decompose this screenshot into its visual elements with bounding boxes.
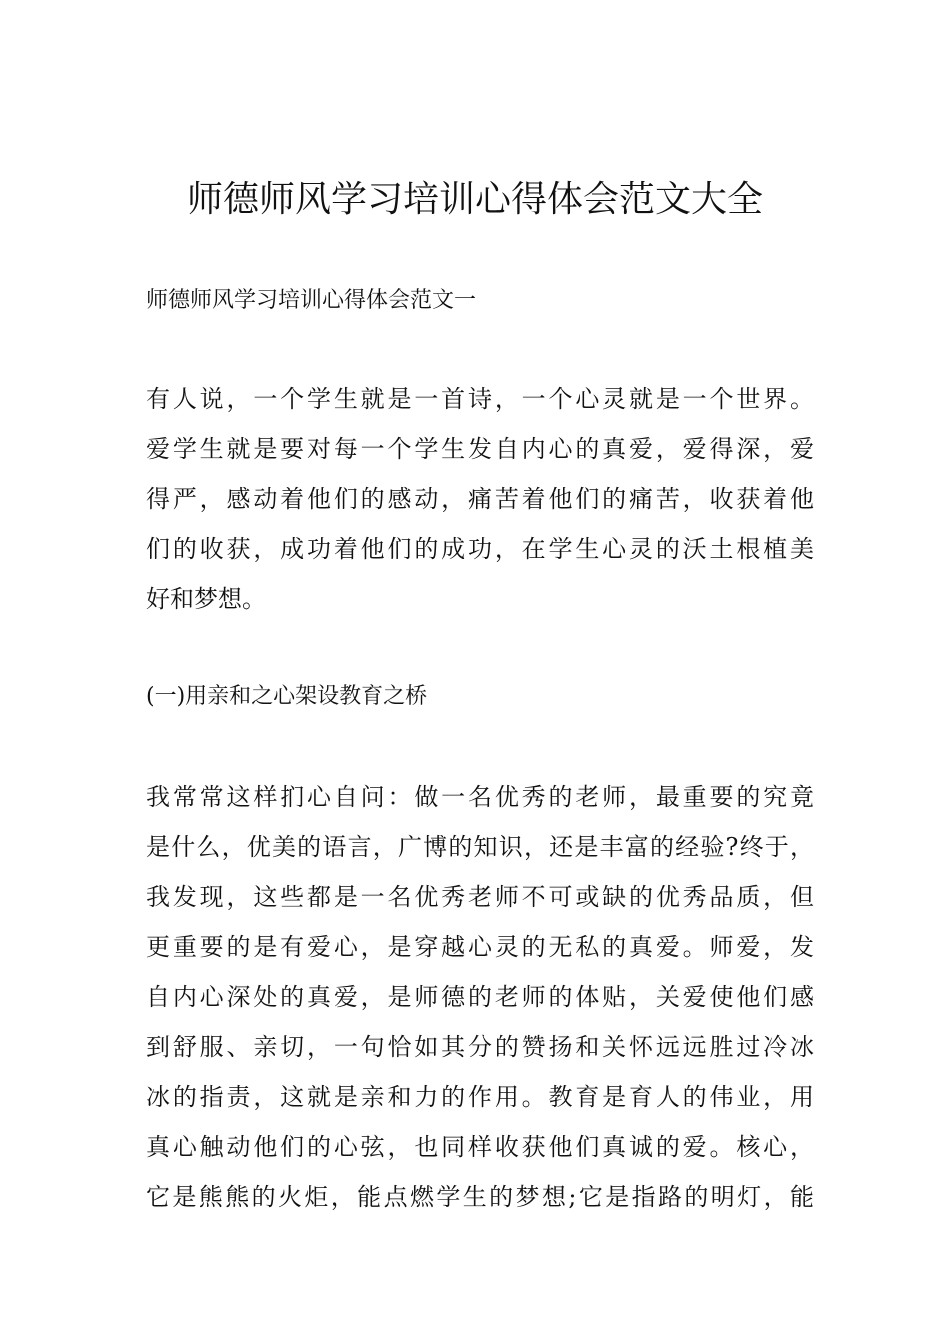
paragraph-body: [146, 772, 814, 1222]
paragraph-line: 我常常这样扪心自问：做一名优秀的老师，最重要的究竟: [146, 783, 814, 811]
document-title: 师德师风学习培训心得体会范文大全: [186, 179, 763, 220]
paragraph-line: 有人说，一个学生就是一首诗，一个心灵就是一个世界。: [146, 385, 814, 413]
paragraph-line: 得严，感动着他们的感动，痛苦着他们的痛苦，收获着他: [146, 485, 814, 513]
paragraph-line: 到舒服、亲切，一句恰如其分的赞扬和关怀远远胜过冷冰: [146, 1033, 814, 1061]
paragraph-line: 我发现，这些都是一名优秀老师不可或缺的优秀品质，但: [146, 883, 814, 911]
paragraph-line: 真心触动他们的心弦，也同样收获他们真诚的爱。核心，: [146, 1133, 814, 1161]
paragraph-line: 们的收获，成功着他们的成功，在学生心灵的沃土根植美: [146, 535, 814, 563]
paragraph-line: 它是熊熊的火炬，能点燃学生的梦想;它是指路的明灯，能: [146, 1183, 814, 1211]
paragraph-line: 是什么，优美的语言，广博的知识，还是丰富的经验?终于，: [146, 833, 814, 861]
paragraph-intro: [146, 374, 814, 624]
section-heading: (一)用亲和之心架设教育之桥: [146, 684, 428, 709]
paragraph-line: 冰的指责，这就是亲和力的作用。教育是育人的伟业，用: [146, 1083, 814, 1111]
paragraph-line: 好和梦想。: [146, 585, 266, 613]
paragraph-line: 更重要的是有爱心，是穿越心灵的无私的真爱。师爱，发: [146, 933, 814, 961]
paragraph-line: 爱学生就是要对每一个学生发自内心的真爱，爱得深，爱: [146, 435, 814, 463]
essay-subtitle: 师德师风学习培训心得体会范文一: [146, 288, 477, 313]
paragraph-line: 自内心深处的真爱，是师德的老师的体贴，关爱使他们感: [146, 983, 814, 1011]
